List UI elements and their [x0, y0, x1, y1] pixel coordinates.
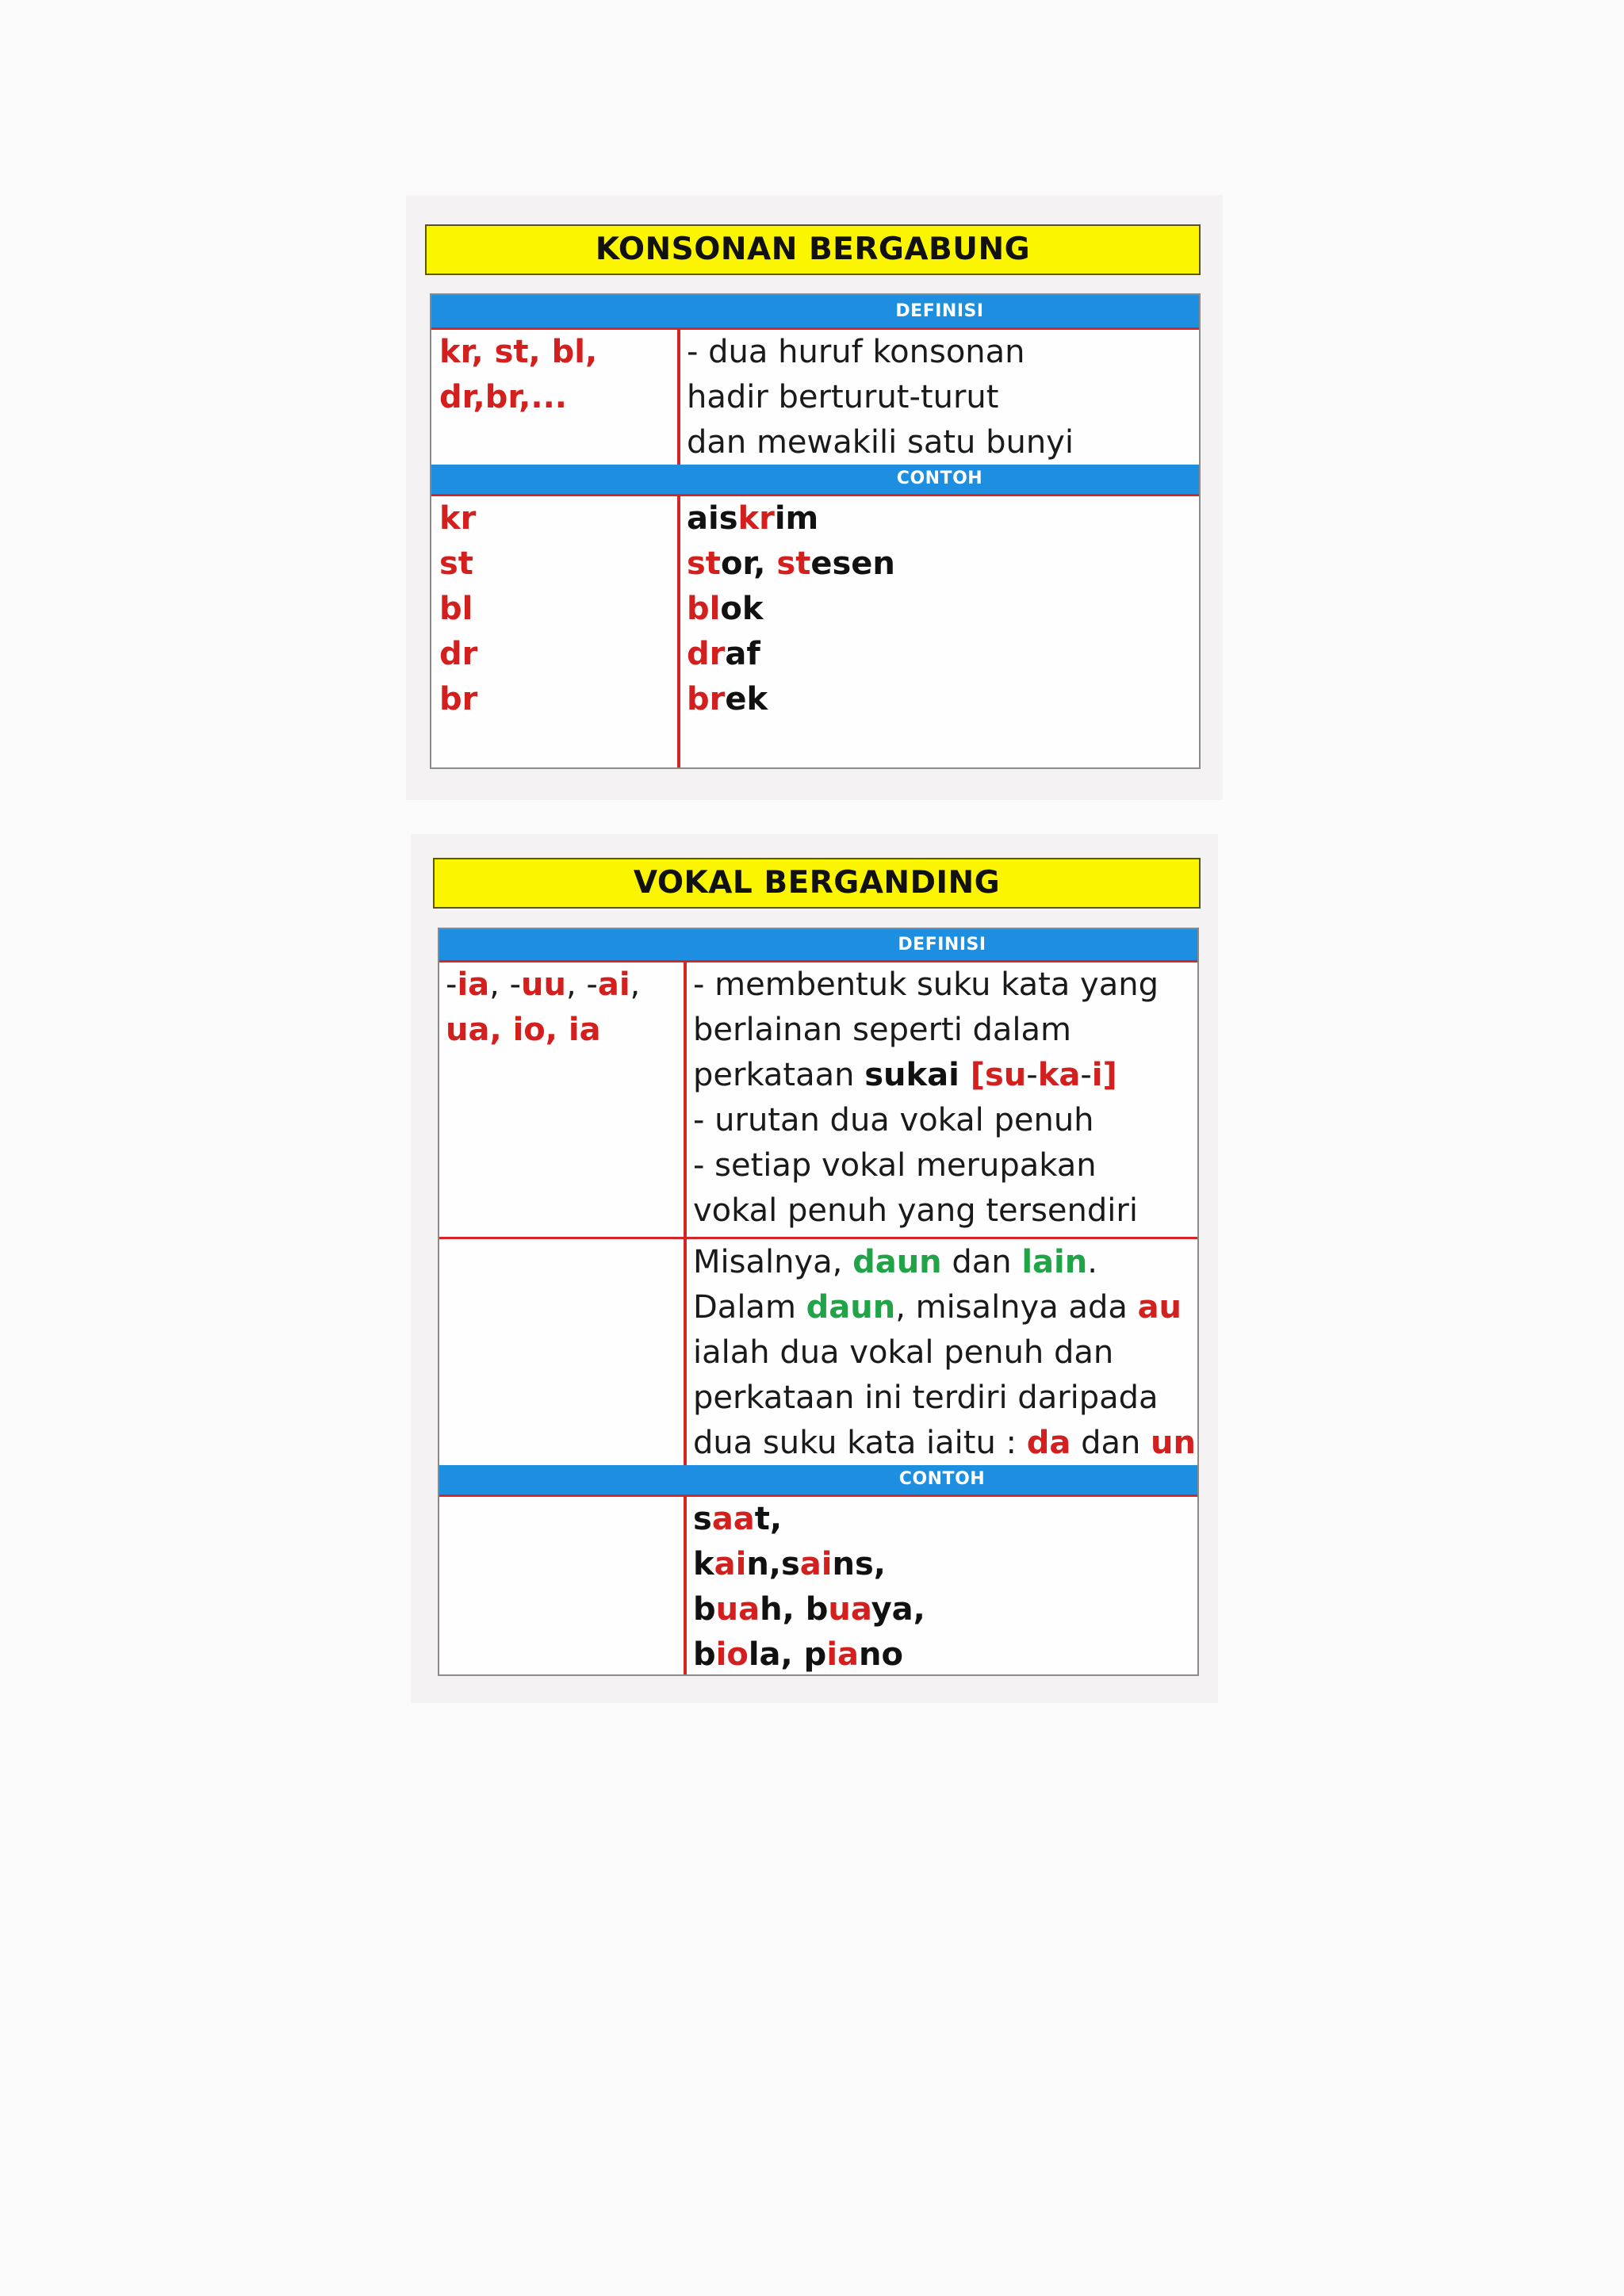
- text-segment: hadir berturut-turut: [687, 379, 999, 415]
- text-segment: , -: [489, 966, 522, 1003]
- text-segment: dan: [1071, 1425, 1151, 1461]
- text-segment: Dalam: [693, 1289, 806, 1326]
- text-segment: st: [776, 545, 811, 582]
- text-segment: ua, io, ia: [446, 1012, 601, 1048]
- text-segment: lain: [1021, 1244, 1088, 1280]
- text-segment: -: [1080, 1057, 1092, 1093]
- text-segment: n,s: [746, 1546, 800, 1582]
- text-segment: ia: [826, 1636, 860, 1673]
- text-segment: ua: [828, 1591, 871, 1628]
- text-segment: ya,: [871, 1591, 925, 1628]
- text-segment: au: [1137, 1289, 1182, 1326]
- text-segment: ai: [597, 966, 630, 1003]
- text-line: [687, 330, 1074, 375]
- konsonan-bergabung-card: [406, 195, 1223, 800]
- text-segment: ia: [457, 966, 490, 1003]
- contoh-header: [439, 1465, 1197, 1497]
- text-segment: dua suku kata iaitu :: [693, 1425, 1027, 1461]
- definisi-label: DEFINISI: [895, 301, 984, 321]
- text-segment: ,: [630, 966, 641, 1003]
- text-segment: st: [687, 545, 721, 582]
- text-segment: ,: [528, 334, 552, 370]
- text-line: [693, 1008, 1159, 1053]
- text-segment: no: [859, 1636, 903, 1673]
- text-segment: dr: [439, 379, 473, 415]
- text-segment: ai: [799, 1546, 833, 1582]
- text-segment: br: [485, 379, 519, 415]
- text-line: [439, 587, 477, 632]
- contoh-label: CONTOH: [898, 1469, 986, 1489]
- text-segment: b: [693, 1636, 716, 1673]
- text-line: [693, 1240, 1196, 1285]
- text-segment: h, b: [760, 1591, 829, 1628]
- definisi-header: [439, 929, 1197, 962]
- text-segment: im: [774, 500, 819, 537]
- konsonan-title: KONSONAN BERGABUNG: [425, 224, 1201, 275]
- text-line: [687, 541, 895, 587]
- text-line: [446, 1008, 640, 1053]
- text-segment: un: [1151, 1425, 1196, 1461]
- text-line: [693, 1053, 1159, 1098]
- text-line: [693, 1542, 925, 1587]
- column-divider: [684, 929, 687, 1674]
- text-segment: Misalnya,: [693, 1244, 853, 1280]
- text-line: [687, 677, 895, 722]
- text-segment: kr: [439, 334, 472, 370]
- text-segment: - membentuk suku kata yang: [693, 966, 1159, 1003]
- text-segment: k: [693, 1546, 714, 1582]
- text-segment: af: [725, 636, 760, 672]
- text-segment: t,: [754, 1501, 783, 1537]
- konsonan-def-left: [439, 330, 597, 420]
- text-line: [439, 677, 477, 722]
- text-segment: dr: [439, 636, 478, 672]
- text-segment: sukai: [864, 1057, 971, 1093]
- text-line: [693, 1188, 1159, 1234]
- column-divider: [677, 295, 680, 767]
- text-line: [693, 1330, 1196, 1376]
- text-line: [687, 587, 895, 632]
- text-segment: ok: [720, 591, 764, 627]
- text-line: [693, 1497, 925, 1542]
- text-segment: , misalnya ada: [895, 1289, 1138, 1326]
- text-segment: bl: [687, 591, 721, 627]
- text-segment: dr: [687, 636, 726, 672]
- row-divider: [439, 1237, 1197, 1239]
- text-line: [687, 632, 895, 677]
- text-line: [693, 1376, 1196, 1421]
- text-segment: io: [715, 1636, 749, 1673]
- text-segment: ua: [715, 1591, 760, 1628]
- text-line: [693, 1587, 925, 1632]
- text-line: [693, 1421, 1196, 1466]
- contoh-label: CONTOH: [896, 469, 983, 488]
- text-line: [439, 375, 597, 420]
- text-segment: - setiap vokal merupakan: [693, 1147, 1097, 1184]
- text-segment: da: [1026, 1425, 1071, 1461]
- text-line: [693, 962, 1159, 1008]
- text-segment: [su: [970, 1057, 1027, 1093]
- text-segment: bl: [439, 591, 473, 627]
- text-segment: or,: [720, 545, 777, 582]
- text-segment: b: [693, 1591, 716, 1628]
- konsonan-table: [430, 293, 1201, 769]
- text-segment: kr: [737, 500, 775, 537]
- text-segment: daun: [852, 1244, 942, 1280]
- text-segment: ,...: [519, 379, 567, 415]
- text-segment: daun: [806, 1289, 896, 1326]
- text-segment: ka: [1037, 1057, 1081, 1093]
- text-segment: ais: [687, 500, 738, 537]
- text-segment: la, p: [748, 1636, 827, 1673]
- text-line: [693, 1143, 1159, 1188]
- text-segment: ai: [714, 1546, 747, 1582]
- text-segment: bl: [551, 334, 585, 370]
- contoh-header: [431, 465, 1199, 496]
- definisi-header: [431, 295, 1199, 330]
- text-line: [446, 962, 640, 1008]
- konsonan-contoh-right: [687, 496, 895, 722]
- text-segment: ,: [584, 334, 598, 370]
- vokal-title: VOKAL BERGANDING: [433, 858, 1201, 909]
- text-segment: - dua huruf konsonan: [687, 334, 1025, 370]
- text-line: [439, 330, 597, 375]
- vokal-contoh-right: [693, 1497, 925, 1676]
- text-segment: br: [687, 681, 726, 718]
- vokal-misalnya: [693, 1240, 1196, 1466]
- text-segment: aa: [711, 1501, 755, 1537]
- text-line: [687, 420, 1074, 465]
- vokal-def-left: [446, 962, 640, 1053]
- text-line: [439, 541, 477, 587]
- text-segment: .: [1087, 1244, 1097, 1280]
- text-segment: ns,: [832, 1546, 886, 1582]
- konsonan-contoh-left: [439, 496, 477, 722]
- text-segment: st: [494, 334, 529, 370]
- text-line: [693, 1285, 1196, 1330]
- text-segment: uu: [521, 966, 566, 1003]
- vokal-berganding-card: [411, 834, 1218, 1703]
- text-segment: br: [439, 681, 478, 718]
- text-segment: esen: [810, 545, 895, 582]
- text-segment: berlainan seperti dalam: [693, 1012, 1072, 1048]
- text-segment: dan: [941, 1244, 1022, 1280]
- text-segment: -: [1026, 1057, 1038, 1093]
- vokal-table: [438, 928, 1199, 1676]
- text-segment: -: [446, 966, 458, 1003]
- text-segment: ,: [473, 379, 485, 415]
- text-segment: , -: [565, 966, 598, 1003]
- text-segment: - urutan dua vokal penuh: [693, 1102, 1094, 1138]
- vokal-def-right: [693, 962, 1159, 1234]
- text-segment: kr: [439, 500, 477, 537]
- text-line: [687, 496, 895, 541]
- text-segment: ek: [725, 681, 768, 718]
- text-segment: ialah dua vokal penuh dan: [693, 1334, 1114, 1371]
- text-segment: s: [693, 1501, 712, 1537]
- text-segment: st: [439, 545, 473, 582]
- text-line: [693, 1632, 925, 1676]
- text-segment: vokal penuh yang tersendiri: [693, 1192, 1138, 1229]
- text-segment: perkataan: [693, 1057, 865, 1093]
- text-segment: perkataan ini terdiri daripada: [693, 1380, 1159, 1416]
- definisi-label: DEFINISI: [898, 935, 986, 955]
- text-line: [439, 632, 477, 677]
- text-line: [693, 1098, 1159, 1143]
- text-segment: i]: [1091, 1057, 1117, 1093]
- text-line: [439, 496, 477, 541]
- text-line: [687, 375, 1074, 420]
- text-segment: dan mewakili satu bunyi: [687, 424, 1074, 461]
- text-segment: ,: [471, 334, 495, 370]
- konsonan-def-right: [687, 330, 1074, 465]
